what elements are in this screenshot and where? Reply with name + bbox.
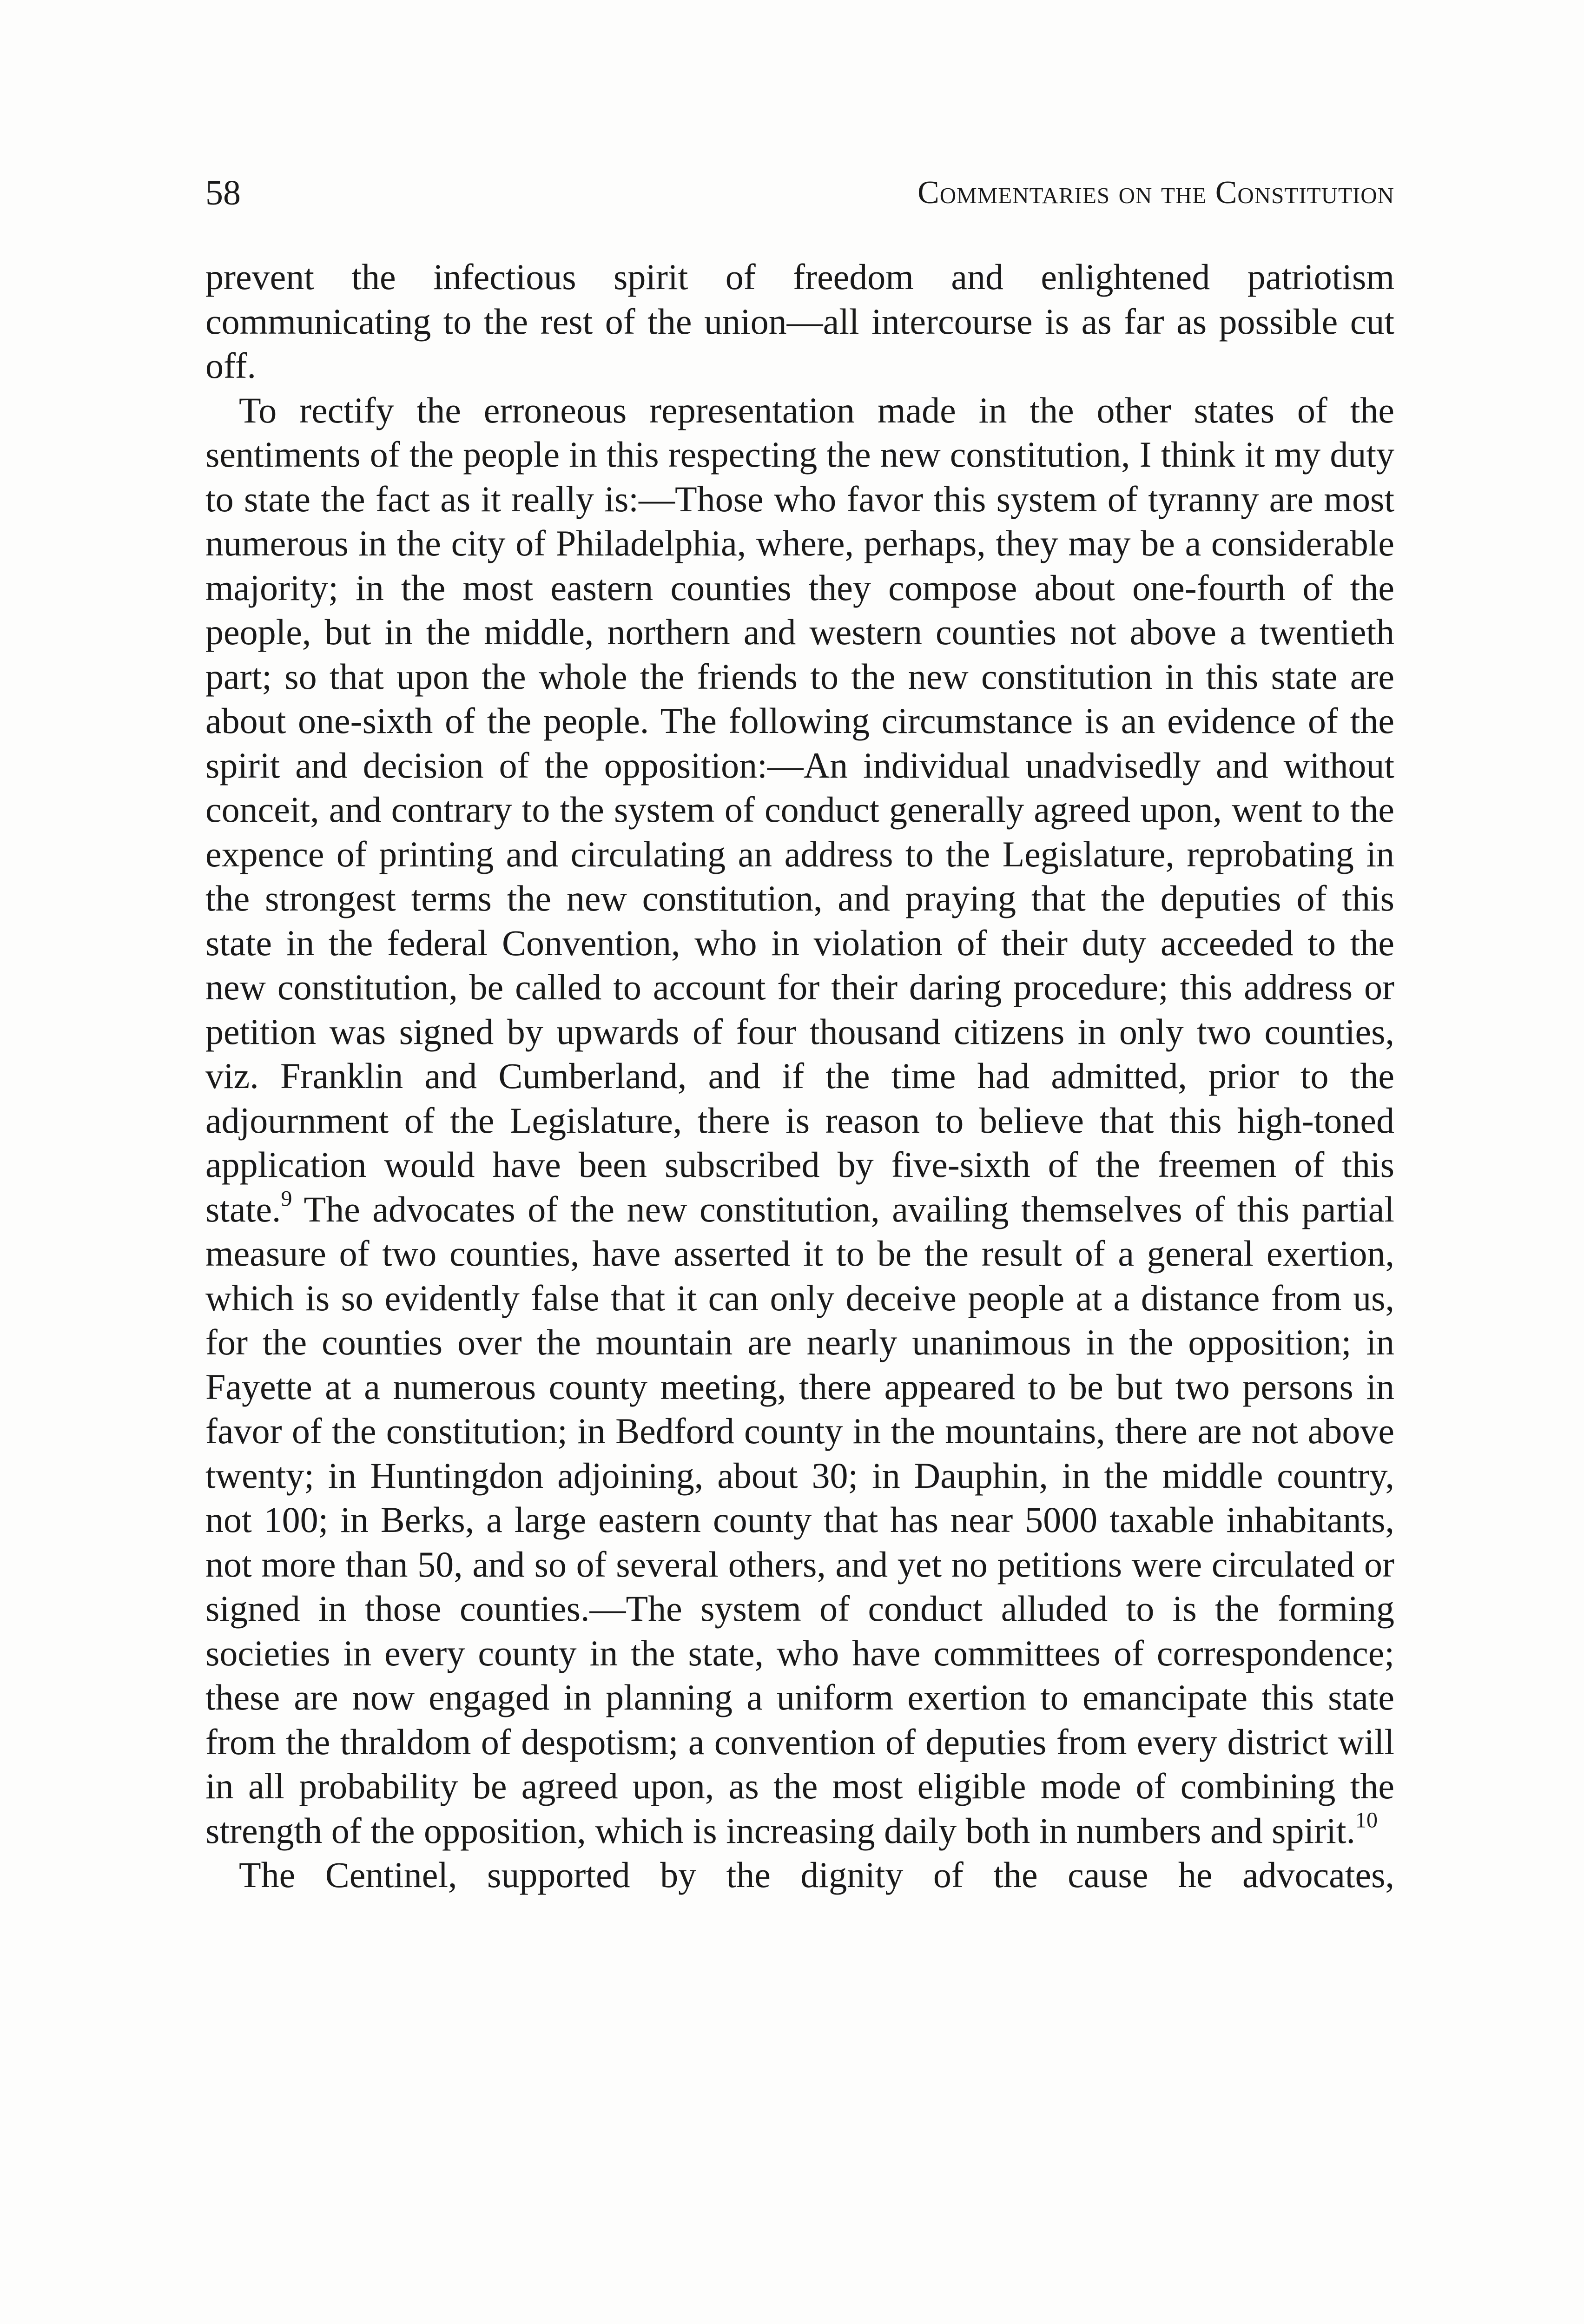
paragraph-text-continued: The advocates of the new constitution, availing themselves of this partial measure of two counties, have asserted it to be the result of a general exertion, which is so evidently false that it can only deceive people at a distance from us, for the counties over the mountain are nearly unanimous in the opposition; in Fayette at a numerous county meeting, there appeared to be but two persons in favor of the constitution; in Bedford county in the mountains, there are not above twenty; in Huntingdon adjoining, about 30; in Dauphin, in the middle country, not 100; in Berks, a large eastern county that has near 5000 taxable inhabitants, not more than 50, and so of several others, and yet no petitions were circulated or signed in those counties.—The system of conduct alluded to is the forming societies in every county in the state, who have committees of correspondence; these are now engaged in planning a uniform exertion to emancipate this state from the thraldom of despotism; a convention of deputies from every district will in all probability be agreed upon, as the most eligible mode of combining the strength of the opposition, which is increasing daily both in numbers and spirit. (205, 1188, 1394, 1851)
footnote-marker: 10 (1355, 1807, 1378, 1832)
paragraph-representation (205, 388, 1394, 1853)
running-head (205, 167, 1394, 218)
running-title: Commentaries on the Constitution (917, 175, 1394, 211)
body-text (205, 255, 1394, 1897)
paragraph-centinel: The Centinel, supported by the dignity of the cause he advocates, (239, 1855, 1394, 1895)
paragraph-continuation: prevent the infectious spirit of freedom and enlightened patriotism communicating to the rest of the union—all intercourse is as far as possible cut off. (205, 257, 1394, 386)
footnote-marker: 9 (281, 1186, 292, 1211)
paragraph-text: To rectify the erroneous representation made in the other states of the sentiments of the people in this respecting the new constitution, I think it my duty to state the fact as it really is:—Those who favor this system of tyranny are most numerous in the city of Philadelphia, where, perhaps, they may be a considerable majority; in the most eastern counties they compose about one-fourth of the people, but in the middle, northern and western counties not above a twentieth part; so that upon the whole the friends to the new constitution in this state are about one-sixth of the people. The following circumstance is an evidence of the spirit and decision of the opposition:—An individual unadvisedly and without conceit, and contrary to the system of conduct generally agreed upon, went to the expence of printing and circulating an address to the Legislature, reprobating in the strongest terms the new constitution, and praying that the deputies of this state in the federal Convention, who in violation of their duty acceeded to the new constitution, be called to account for their daring procedure; this address or petition was signed by upwards of four thousand citizens in only two counties, viz. Franklin and Cumberland, and if the time had admitted, prior to the adjournment of the Legislature, there is reason to believe that this high-toned application would have been subscribed by five-sixth of the freemen of this state. (205, 390, 1394, 1229)
page-number: 58 (205, 173, 241, 212)
